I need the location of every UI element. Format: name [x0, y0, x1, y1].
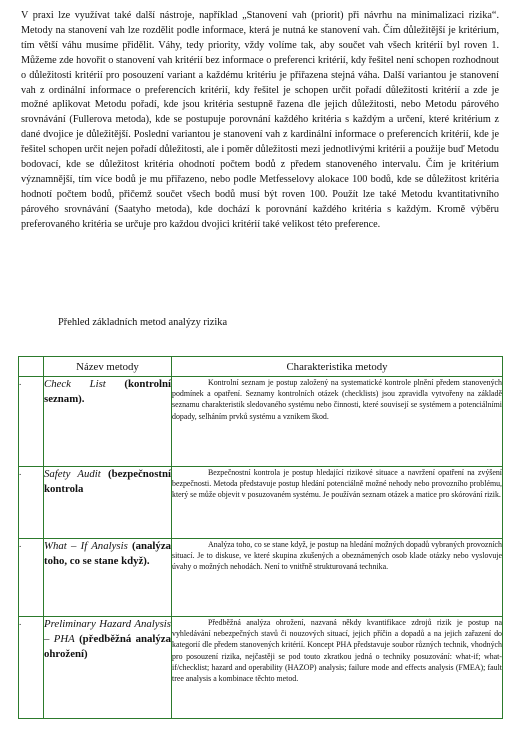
method-name-cell	[44, 467, 172, 539]
row-index: .	[19, 539, 44, 617]
row-index: .	[19, 467, 44, 539]
table-row	[19, 539, 503, 617]
row-index: .	[19, 617, 44, 719]
table-row	[19, 617, 503, 719]
method-name-cell	[44, 377, 172, 467]
method-name-cell	[44, 539, 172, 617]
method-description: Bezpečnostní kontrola je postup hledající rizikové situace a navržení opatření na zvýšení bezpečnosti. Metoda představuje postup hledání potenciálně možné nehody nebo provozního problému, který se může objevit v posuzovaném systému. Je používán seznam otázek a matice pro skórování rizik.	[172, 467, 503, 539]
header-index-cell	[19, 357, 44, 377]
header-method-description: Charakteristika metody	[172, 357, 503, 377]
table-row	[19, 377, 503, 467]
intro-paragraph: V praxi lze využívat také další nástroje, například „Stanovení vah (priorit) při návrhu na minimalizaci rizika“. Metody na stanovení vah lze rozdělit podle informace, která je nutná ke stanovení vah. Čím důležitější je kritérium, tím větší váhu musíme přidělit. Váhy, tedy priority, vždy volíme tak, aby součet vah všech kritérií byl roven 1. Můžeme zde hovořit o stanovení vah kritérií bez informace o preferenci kritérií, kdy řešitel není schopen rozhodnout o důležitosti kritérií pro posouzení variant a každému kritériu je přiřazena stejná váha. Další variantou je stanovení vah z ordinální informace o preferencích kritérií, kdy řešitel je schopen určit pořadí důležitosti kritérií a zde je možné aplikovat Metodu pořadí, kde jsou kritéria sestupně řazena dle jejich důležitosti, nebo Metodu párového srovnávání (Fullerova metoda), kde se postupuje porovnání každého kritéria s každým a určení, které kritérium z dané dvojice je důležitější. Poslední variantou je stanovení vah z kardinální informace o preferencích kritérií, kde je řešitel schopen určit nejen pořadí důležitosti, ale i poměr důležitosti mezi jednotlivými kritérii a použije buď Metodu bodovací, kde se důležitost kritéria ohodnotí počtem bodů z předem stanoveného intervalu. Čím je kritérium významnější, tím více bodů je mu přiřazeno, nebo podle Metfesselovy alokace 100 bodů, kde se důležitost kritéria hodnotí počtem bodů, přičemž součet všech bodů musí být roven 100. Použít lze také Metodu kvantitativního párového srovnávání (Saatyho metoda), kde dochází k porovnání každého kritéria s každým. Kromě výběru preferovaného kritéria se určuje pro každou dvojici kritérií také velikost této preference.	[21, 10, 499, 230]
method-name: What – If Analysis	[44, 540, 128, 552]
method-name: Safety Audit	[44, 468, 101, 480]
method-name-cell	[44, 617, 172, 719]
method-description: Kontrolní seznam je postup založený na systematické kontrole plnění předem stanovených podmínek a opatření. Seznamy kontrolních otázek (checklists) jsou zpravidla vytvořeny na základě seznamu charakteristik sledovaného systému nebo činnosti, které souvisejí se systémem a potenciálními dopady, selháním prvků systému a vznikem škod.	[172, 377, 503, 467]
row-index: .	[19, 377, 44, 467]
method-name-translation: (předběžná analýza ohrožení)	[44, 633, 171, 660]
method-description: Analýza toho, co se stane když, je postup na hledání možných dopadů vybraných provozních situací. Je to diskuse, ve které skupina zkušených a obeznámených osob klade otázky nebo vyslovuje úvahy o možných nehodách. Není to vnitřně strukturovaná technika.	[172, 539, 503, 617]
method-name-translation: (kontrolní seznam).	[44, 378, 171, 405]
table-title: Přehled základních metod analýzy rizika	[58, 317, 228, 328]
table-row	[19, 467, 503, 539]
method-name: Preliminary Hazard Analysis – PHA	[44, 618, 171, 645]
method-name: Check List	[44, 378, 106, 390]
header-method-name: Název metody	[44, 357, 172, 377]
risk-methods-table	[18, 356, 503, 719]
method-name-translation: (analýza toho, co se stane když).	[44, 540, 172, 567]
method-name-translation: (bezpečnostní kontrola	[44, 468, 171, 495]
method-description: Předběžná analýza ohrožení, nazvaná někdy kvantifikace zdrojů rizik je postup na vyhledávání nebezpečných stavů či nouzových situací, jejich příčin a dopadů a na jejich zařazení do kategorií dle předem stanovených kritérií. Koncept PHA představuje soubor různých technik, vhodných pro posouzení rizika, nejčastěji se pod touto zkratkou jedná o techniky posuzování: what-if; what-if/checklist; hazard and operability (HAZOP) analysis; failure mode and effects analysis (FMEA); fault tree analysis a kombinace těchto metod.	[172, 617, 503, 719]
table-header-row	[19, 357, 503, 377]
